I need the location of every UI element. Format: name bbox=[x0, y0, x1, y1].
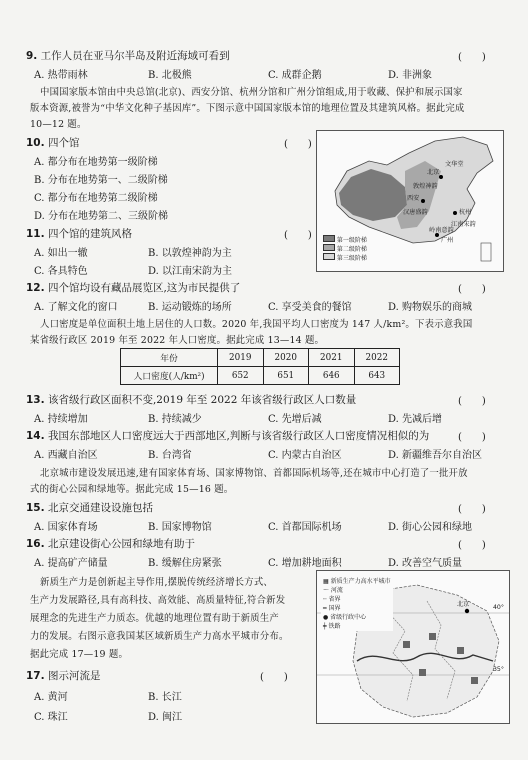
option[interactable]: C. 珠江 bbox=[34, 712, 68, 723]
question-text: 图示河流是 bbox=[47, 670, 101, 682]
question-number: 12. bbox=[26, 282, 45, 294]
option[interactable]: C. 首都国际机场 bbox=[268, 522, 342, 533]
option[interactable]: B. 运动锻炼的场所 bbox=[148, 302, 232, 313]
option[interactable]: C. 先增后减 bbox=[268, 414, 322, 425]
xian-marker bbox=[421, 199, 425, 203]
option[interactable]: B. 长江 bbox=[148, 692, 182, 703]
map-label: 35° bbox=[493, 666, 504, 673]
hangzhou-marker bbox=[453, 211, 457, 215]
question-number: 13. bbox=[26, 394, 45, 406]
question-text: 四个馆均设有藏品展览区,这为市民提供了 bbox=[47, 282, 241, 294]
question-text: 该省级行政区面积不变,2019 年至 2022 年该省级行政区人口数量 bbox=[47, 394, 357, 406]
china-library-map bbox=[316, 130, 504, 272]
option[interactable]: A. 西藏自治区 bbox=[34, 450, 98, 461]
option[interactable]: C. 都分布在地势第二级阶梯 bbox=[34, 193, 158, 204]
question-15 bbox=[26, 500, 153, 515]
table-cell: 646 bbox=[309, 367, 355, 385]
map-label: 敦煌神韵 bbox=[413, 183, 438, 190]
answer-paren: ( ) bbox=[458, 504, 486, 515]
beijing-marker bbox=[439, 175, 443, 179]
option[interactable]: B. 以敦煌神韵为主 bbox=[148, 248, 232, 259]
legend-label: 铁路 bbox=[328, 623, 341, 630]
map-legend bbox=[323, 235, 367, 262]
map-label: 江南宋韵 bbox=[451, 221, 476, 228]
legend-label: 新质生产力高水平城市 bbox=[330, 578, 391, 585]
option[interactable]: C. 增加耕地面积 bbox=[268, 558, 342, 569]
option[interactable]: D. 分布在地势第二、三级阶梯 bbox=[34, 211, 169, 222]
legend-label: 第三级阶梯 bbox=[336, 255, 367, 262]
beijing-marker bbox=[465, 609, 469, 613]
table-cell: 人口密度(人/km²) bbox=[121, 367, 218, 385]
question-text: 工作人员在亚马尔半岛及附近海域可看到 bbox=[40, 50, 230, 62]
map-label: 广州 bbox=[441, 237, 454, 244]
option[interactable]: D. 闽江 bbox=[148, 712, 183, 723]
question-number: 14. bbox=[26, 430, 45, 442]
question-number: 17. bbox=[26, 670, 45, 682]
question-number: 9. bbox=[26, 50, 38, 62]
option[interactable]: B. 缓解住房紧张 bbox=[148, 558, 222, 569]
table-header-row bbox=[121, 349, 400, 367]
table-row bbox=[121, 367, 400, 385]
legend-label: 第二级阶梯 bbox=[336, 246, 367, 253]
table-cell: 2019 bbox=[218, 349, 264, 367]
paragraph-line: 生产力发展路径,具有高科技、高效能、高质量特征,符合新发 bbox=[30, 595, 286, 606]
table-cell: 652 bbox=[218, 367, 264, 385]
option[interactable]: C. 成群企鹅 bbox=[268, 70, 322, 81]
high-level-city bbox=[429, 633, 436, 640]
question-13 bbox=[26, 392, 356, 407]
option[interactable]: A. 了解文化的窗口 bbox=[34, 302, 118, 313]
map-label: 岭南意韵 bbox=[429, 227, 454, 234]
question-text: 我国东部地区人口密度远大于西部地区,判断与该省级行政区人口密度情况相似的为 bbox=[47, 430, 430, 442]
question-number: 10. bbox=[26, 137, 45, 149]
paragraph-line: 版本资源,被誉为“中华文化种子基因库”。下图示意中国国家版本馆的地理位置及其建筑风格。据此完成 bbox=[30, 103, 465, 114]
paragraph-line: 中国国家版本馆由中央总馆(北京)、西安分馆、杭州分馆和广州分馆组成,用于收藏、保护和展示国家 bbox=[40, 87, 463, 98]
option[interactable]: B. 分布在地势第一、二级阶梯 bbox=[34, 175, 168, 186]
table-cell: 643 bbox=[354, 367, 400, 385]
question-text: 北京交通建设设施包括 bbox=[47, 502, 153, 514]
answer-paren: ( ) bbox=[458, 284, 486, 295]
option[interactable]: B. 台湾省 bbox=[148, 450, 192, 461]
table-cell: 651 bbox=[263, 367, 309, 385]
high-level-city bbox=[403, 641, 410, 648]
paragraph-line: 新质生产力是创新起主导作用,摆脱传统经济增长方式、 bbox=[40, 577, 273, 588]
option[interactable]: A. 黄河 bbox=[34, 692, 68, 703]
legend-label: 河流 bbox=[330, 587, 343, 594]
option[interactable]: D. 购物娱乐的商城 bbox=[388, 302, 473, 313]
map-label: 40° bbox=[493, 604, 504, 611]
question-text: 北京建设街心公园和绿地有助于 bbox=[47, 538, 195, 550]
option[interactable]: A. 国家体育场 bbox=[34, 522, 98, 533]
answer-paren: ( ) bbox=[284, 230, 312, 241]
option[interactable]: D. 街心公园和绿地 bbox=[388, 522, 473, 533]
paragraph-line: 人口密度是单位面积土地上居住的人口数。2020 年,我国平均人口密度为 147 人/km²。下表示意我国 bbox=[40, 319, 473, 330]
table-cell: 2021 bbox=[309, 349, 355, 367]
question-number: 16. bbox=[26, 538, 45, 550]
question-12 bbox=[26, 280, 240, 295]
paragraph-line: 10—12 题。 bbox=[30, 119, 87, 130]
south-sea-inset bbox=[481, 243, 491, 261]
map-label: 北京 bbox=[427, 169, 440, 176]
option[interactable]: C. 各具特色 bbox=[34, 266, 88, 277]
option[interactable]: D. 改善空气质量 bbox=[388, 558, 463, 569]
high-level-city bbox=[471, 677, 478, 684]
question-11 bbox=[26, 226, 132, 241]
high-level-city bbox=[419, 669, 426, 676]
option[interactable]: C. 内蒙古自治区 bbox=[268, 450, 342, 461]
option[interactable]: B. 北极熊 bbox=[148, 70, 192, 81]
paragraph-line: 展理念的先进生产力质态。优越的地理位置有助于新质生产 bbox=[30, 613, 279, 624]
new-productivity-map bbox=[316, 570, 510, 724]
table-cell: 2022 bbox=[354, 349, 400, 367]
question-16 bbox=[26, 536, 195, 551]
question-17 bbox=[26, 668, 100, 683]
map-label: 文华堂 bbox=[445, 161, 464, 168]
answer-paren: ( ) bbox=[458, 540, 486, 551]
legend-label: 省界 bbox=[328, 596, 341, 603]
option[interactable]: B. 国家博物馆 bbox=[148, 522, 212, 533]
map-label: 汉唐盛韵 bbox=[403, 209, 428, 216]
table-cell: 2020 bbox=[263, 349, 309, 367]
question-number: 11. bbox=[26, 228, 45, 240]
question-9 bbox=[26, 48, 230, 63]
map-label: 北京 bbox=[457, 601, 470, 608]
option[interactable]: A. 热带雨林 bbox=[34, 70, 88, 81]
option[interactable]: A. 持续增加 bbox=[34, 414, 88, 425]
answer-paren: ( ) bbox=[458, 52, 486, 63]
question-text: 四个馆 bbox=[47, 137, 80, 149]
option[interactable]: A. 如出一辙 bbox=[34, 248, 88, 259]
population-density-table bbox=[120, 348, 400, 385]
answer-paren: ( ) bbox=[260, 672, 288, 683]
question-number: 15. bbox=[26, 502, 45, 514]
answer-paren: ( ) bbox=[284, 139, 312, 150]
question-10 bbox=[26, 135, 79, 150]
legend-label: 第一级阶梯 bbox=[336, 237, 367, 244]
paragraph-line: 力的发展。右图示意我国某区域新质生产力高水平城市分布。 bbox=[30, 631, 289, 642]
option[interactable]: D. 新疆维吾尔自治区 bbox=[388, 450, 483, 461]
question-text: 四个馆的建筑风格 bbox=[47, 228, 132, 240]
option[interactable]: D. 非洲象 bbox=[388, 70, 433, 81]
option[interactable]: A. 提高矿产储量 bbox=[34, 558, 108, 569]
answer-paren: ( ) bbox=[458, 396, 486, 407]
map-legend: ▦ 新质生产力高水平城市 ～ 河流 ┄ 省界 ━ 国界 ● 省级行政中心 ╪ 铁路 bbox=[321, 575, 393, 631]
paragraph-line: 某省级行政区 2019 年至 2022 年人口密度。据此完成 13—14 题。 bbox=[30, 335, 325, 346]
option[interactable]: D. 以江南宋韵为主 bbox=[148, 266, 233, 277]
legend-label: 省级行政中心 bbox=[330, 614, 367, 621]
question-14 bbox=[26, 428, 429, 443]
paragraph-line: 式的街心公园和绿地等。据此完成 15—16 题。 bbox=[30, 484, 234, 495]
map-label: 西安 bbox=[407, 195, 420, 202]
answer-paren: ( ) bbox=[458, 432, 486, 443]
paragraph-line: 据此完成 17—19 题。 bbox=[30, 649, 129, 660]
option[interactable]: D. 先减后增 bbox=[388, 414, 443, 425]
paragraph-line: 北京城市建设发展迅速,建有国家体育场、国家博物馆、首都国际机场等,还在城市中心打造了一批开放 bbox=[40, 468, 468, 479]
option[interactable]: C. 享受美食的餐馆 bbox=[268, 302, 352, 313]
map-label: 杭州 bbox=[459, 209, 472, 216]
table-cell: 年份 bbox=[121, 349, 218, 367]
option[interactable]: A. 都分布在地势第一级阶梯 bbox=[34, 157, 158, 168]
option[interactable]: B. 持续减少 bbox=[148, 414, 202, 425]
legend-label: 国界 bbox=[328, 605, 341, 612]
high-level-city bbox=[457, 647, 464, 654]
